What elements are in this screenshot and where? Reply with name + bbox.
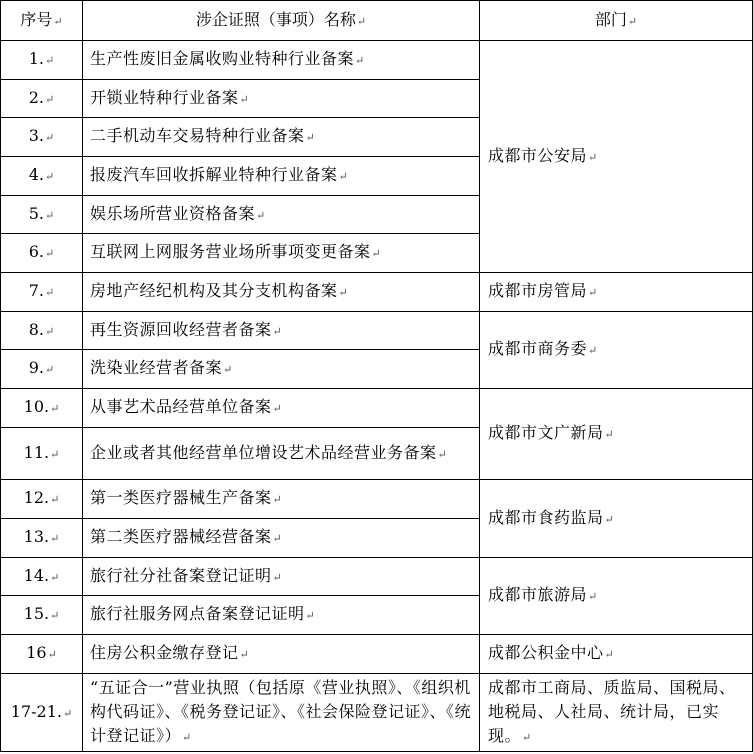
paragraph-mark-icon: ↵: [272, 324, 283, 338]
row-seq: [1, 157, 83, 196]
dept-cell: [480, 273, 753, 312]
paragraph-mark-icon: ↵: [45, 324, 55, 338]
row-item-name: [83, 480, 480, 519]
row-seq-text: 2.: [28, 87, 45, 107]
paragraph-mark-icon: ↵: [627, 14, 638, 28]
paragraph-mark-icon: ↵: [604, 512, 615, 526]
row-seq: [1, 273, 83, 312]
dept-text: 成都公积金中心: [488, 643, 604, 662]
table-row: [1, 41, 753, 80]
dept-text: 成都市食药监局: [488, 507, 604, 527]
paragraph-mark-icon: ↵: [239, 92, 250, 106]
row-seq: [1, 350, 83, 389]
dept-cell: [480, 480, 753, 558]
paragraph-mark-icon: ↵: [356, 14, 367, 28]
paragraph-mark-icon: ↵: [305, 609, 316, 622]
row-seq: [1, 674, 83, 752]
dept-text: 成都市工商局、质监局、国税局、地税局、人社局、统计局，已实现。: [488, 677, 736, 745]
row-seq-text: 4.: [28, 165, 45, 184]
row-item-name: [83, 80, 480, 118]
paragraph-mark-icon: ↵: [45, 170, 55, 183]
dept-cell: [480, 41, 753, 273]
row-item-name: [83, 389, 480, 428]
paragraph-mark-icon: ↵: [50, 402, 60, 415]
paragraph-mark-icon: ↵: [45, 131, 55, 144]
paragraph-mark-icon: ↵: [63, 706, 73, 720]
table-row: [1, 635, 753, 674]
row-item-name: [83, 519, 480, 558]
row-item-name: [83, 674, 480, 752]
row-item-text: 企业或者其他经营单位增设艺术品经营业务备案: [90, 442, 437, 462]
table-row: [1, 480, 753, 519]
header-dept-label: 部门: [594, 9, 627, 29]
row-item-text: 第二类医疗器械经营备案: [90, 527, 272, 546]
dept-text: 成都市旅游局: [488, 585, 588, 604]
header-seq: [1, 1, 83, 41]
paragraph-mark-icon: ↵: [256, 208, 266, 222]
dept-text: 成都市商务委: [488, 339, 588, 358]
row-seq-text: 13.: [23, 527, 50, 546]
paragraph-mark-icon: ↵: [50, 609, 60, 622]
row-seq: [1, 480, 83, 519]
row-item-name: [83, 234, 480, 273]
paragraph-mark-icon: ↵: [239, 648, 250, 661]
row-item-text: 旅行社分社备案登记证明: [90, 565, 272, 585]
dept-cell: [480, 558, 753, 635]
paragraph-mark-icon: ↵: [588, 590, 598, 603]
dept-text: 成都市公安局: [488, 145, 588, 165]
table-row: [1, 389, 753, 428]
row-item-text: 第一类医疗器械生产备案: [90, 488, 272, 507]
row-item-text: 互联网上网服务营业场所事项变更备案: [90, 242, 371, 261]
row-item-name: [83, 273, 480, 312]
row-seq: [1, 312, 83, 350]
row-seq: [1, 80, 83, 118]
header-name: [83, 1, 480, 41]
row-item-name: [83, 350, 480, 389]
paragraph-mark-icon: ↵: [437, 447, 448, 461]
paragraph-mark-icon: ↵: [355, 54, 365, 67]
row-item-text: 房地产经纪机构及其分支机构备案: [90, 281, 338, 300]
dept-cell: [480, 389, 753, 480]
header-seq-label: 序号: [20, 9, 53, 29]
row-item-name: [83, 428, 480, 480]
dept-cell: [480, 635, 753, 674]
row-seq: [1, 428, 83, 480]
row-seq-text: 6.: [28, 242, 45, 261]
row-seq: [1, 635, 83, 674]
table-row: [1, 674, 753, 752]
row-seq-text: 12.: [23, 488, 50, 507]
paragraph-mark-icon: ↵: [50, 493, 60, 506]
paragraph-mark-icon: ↵: [50, 447, 60, 461]
table-row: [1, 273, 753, 312]
paragraph-mark-icon: ↵: [588, 286, 598, 299]
row-seq: [1, 234, 83, 273]
row-item-name: [83, 312, 480, 350]
paragraph-mark-icon: ↵: [45, 54, 55, 67]
paragraph-mark-icon: ↵: [45, 363, 55, 376]
row-seq-text: 9.: [28, 358, 45, 377]
row-seq: [1, 596, 83, 635]
row-item-name: [83, 196, 480, 234]
paragraph-mark-icon: ↵: [45, 247, 55, 260]
row-seq: [1, 41, 83, 80]
row-item-text: 开锁业特种行业备案: [90, 87, 239, 107]
row-item-text: 报废汽车回收拆解业特种行业备案: [90, 165, 338, 184]
row-item-text: “五证合一”营业执照（包括原《营业执照》、《组织机构代码证》、《税务登记证》、《社会保险登记证》、《统计登记证》）: [90, 677, 472, 745]
paragraph-mark-icon: ↵: [272, 493, 283, 506]
header-dept: [480, 1, 753, 41]
paragraph-mark-icon: ↵: [272, 402, 283, 415]
row-item-name: [83, 596, 480, 635]
table-row: [1, 558, 753, 596]
row-item-text: 生产性废旧金属收购业特种行业备案: [90, 49, 355, 68]
paragraph-mark-icon: ↵: [50, 570, 60, 584]
dept-text: 成都市房管局: [488, 281, 588, 300]
row-seq: [1, 558, 83, 596]
row-seq-text: 3.: [28, 126, 45, 145]
row-item-name: [83, 41, 480, 80]
row-seq: [1, 389, 83, 428]
header-name-label: 涉企证照（事项）名称: [195, 9, 356, 29]
paragraph-mark-icon: ↵: [223, 363, 233, 376]
row-item-text: 娱乐场所营业资格备案: [90, 203, 256, 223]
paragraph-mark-icon: ↵: [371, 247, 382, 260]
row-seq-text: 10.: [23, 397, 50, 416]
paragraph-mark-icon: ↵: [45, 208, 55, 222]
paragraph-mark-icon: ↵: [53, 14, 63, 28]
row-seq: [1, 519, 83, 558]
row-seq-text: 16: [26, 643, 47, 662]
paragraph-mark-icon: ↵: [604, 648, 615, 661]
dept-cell: [480, 312, 753, 389]
row-item-name: [83, 118, 480, 157]
row-item-text: 旅行社服务网点备案登记证明: [90, 604, 305, 623]
paragraph-mark-icon: ↵: [272, 570, 283, 584]
row-seq: [1, 118, 83, 157]
row-seq-text: 1.: [28, 49, 45, 68]
paragraph-mark-icon: ↵: [45, 92, 55, 106]
row-item-name: [83, 558, 480, 596]
row-seq-text: 15.: [23, 604, 50, 623]
dept-text: 成都市文广新局: [488, 423, 604, 442]
row-item-text: 二手机动车交易特种行业备案: [90, 126, 305, 145]
row-item-text: 再生资源回收经营者备案: [90, 319, 272, 339]
paragraph-mark-icon: ↵: [588, 150, 598, 164]
row-item-name: [83, 635, 480, 674]
row-item-text: 洗染业经营者备案: [90, 358, 223, 377]
paragraph-mark-icon: ↵: [47, 648, 57, 661]
row-item-name: [83, 157, 480, 196]
row-seq-text: 7.: [28, 281, 45, 300]
row-seq-text: 5.: [28, 203, 45, 223]
dept-cell: [480, 674, 753, 752]
paragraph-mark-icon: ↵: [305, 131, 316, 144]
paragraph-mark-icon: ↵: [182, 730, 192, 744]
row-seq: [1, 196, 83, 234]
row-seq-text: 8.: [28, 319, 45, 339]
paragraph-mark-icon: ↵: [338, 286, 349, 299]
paragraph-mark-icon: ↵: [604, 428, 615, 441]
row-seq-text: 17-21.: [10, 701, 62, 721]
paragraph-mark-icon: ↵: [588, 344, 598, 357]
paragraph-mark-icon: ↵: [50, 532, 60, 545]
row-item-text: 住房公积金缴存登记: [90, 643, 239, 662]
paragraph-mark-icon: ↵: [272, 532, 283, 545]
paragraph-mark-icon: ↵: [338, 170, 349, 183]
row-seq-text: 11.: [23, 442, 50, 462]
header-row: [1, 1, 753, 41]
row-item-text: 从事艺术品经营单位备案: [90, 397, 272, 416]
paragraph-mark-icon: ↵: [45, 286, 55, 299]
table-row: [1, 312, 753, 350]
paragraph-mark-icon: ↵: [522, 730, 532, 744]
row-seq-text: 14.: [23, 565, 50, 585]
